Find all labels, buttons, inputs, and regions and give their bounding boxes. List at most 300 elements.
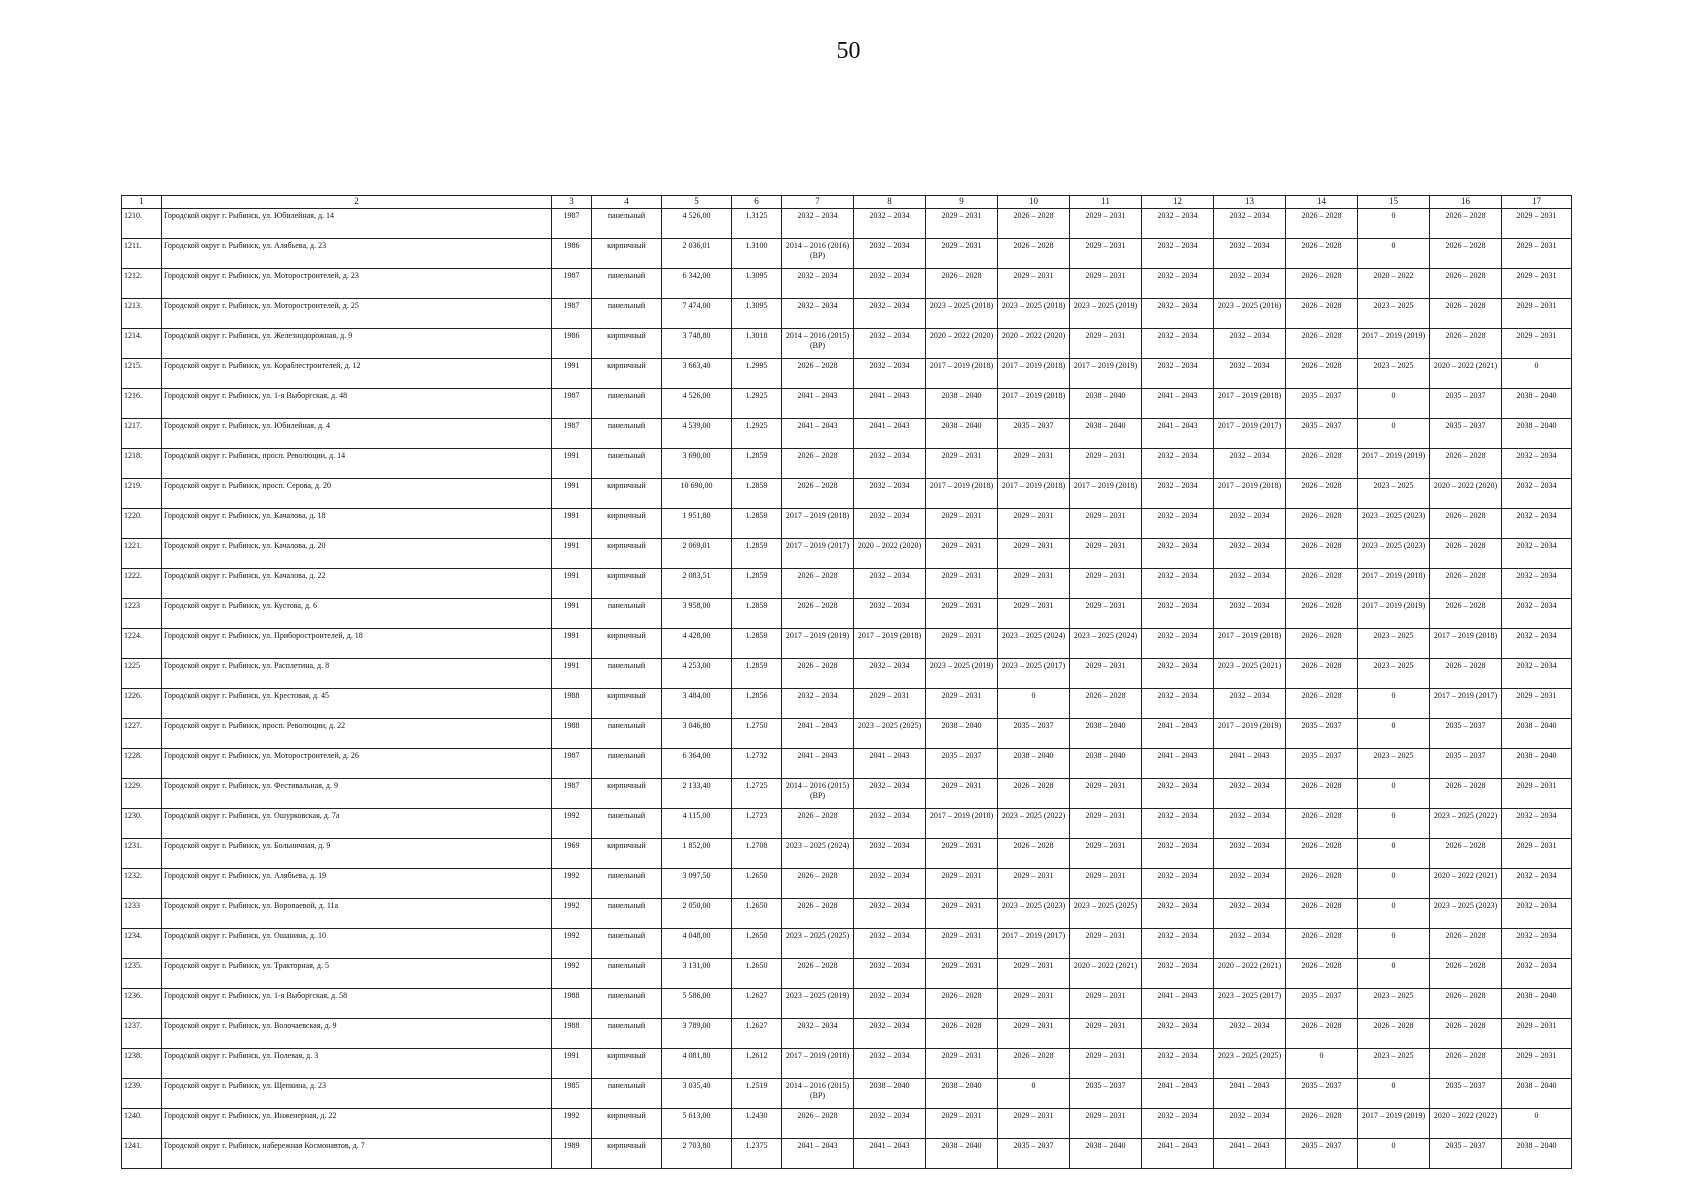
table-cell-col-7: 2026 – 2028: [782, 959, 854, 989]
table-cell-col-16: 2026 – 2028: [1430, 779, 1502, 809]
table-cell-col-1: 1240.: [122, 1109, 162, 1139]
table-cell-col-16: 2035 – 2037: [1430, 719, 1502, 749]
table-cell-col-16: 2026 – 2028: [1430, 599, 1502, 629]
table-cell-col-16: 2026 – 2028: [1430, 1049, 1502, 1079]
table-cell-col-1: 1210.: [122, 209, 162, 239]
table-cell-col-17: 2029 – 2031: [1502, 1019, 1572, 1049]
table-cell-col-12: 2032 – 2034: [1142, 659, 1214, 689]
table-cell-col-15: 2023 – 2025: [1358, 479, 1430, 509]
table-cell-col-4: кирпичный: [592, 629, 662, 659]
table-cell-col-14: 2035 – 2037: [1286, 989, 1358, 1019]
table-cell-col-12: 2032 – 2034: [1142, 569, 1214, 599]
table-cell-col-2: Городской округ г. Рыбинск, ул. Алябьева, д. 19: [162, 869, 552, 899]
table-cell-col-4: панельный: [592, 419, 662, 449]
column-header-9: 9: [926, 196, 998, 209]
table-cell-col-3: 1987: [552, 269, 592, 299]
column-header-15: 15: [1358, 196, 1430, 209]
table-cell-col-17: 2029 – 2031: [1502, 269, 1572, 299]
table-cell-col-6: 1.2708: [732, 839, 782, 869]
table-cell-col-12: 2041 – 2043: [1142, 749, 1214, 779]
table-cell-col-9: 2029 – 2031: [926, 569, 998, 599]
table-cell-col-10: 2017 – 2019 (2018): [998, 359, 1070, 389]
table-cell-col-14: 2026 – 2028: [1286, 599, 1358, 629]
table-cell-col-3: 1988: [552, 719, 592, 749]
table-cell-col-10: 2026 – 2028: [998, 839, 1070, 869]
table-cell-col-3: 1987: [552, 749, 592, 779]
table-cell-col-13: 2032 – 2034: [1214, 779, 1286, 809]
table-cell-col-4: кирпичный: [592, 479, 662, 509]
column-header-8: 8: [854, 196, 926, 209]
table-cell-col-7: 2026 – 2028: [782, 359, 854, 389]
table-cell-col-8: 2023 – 2025 (2025): [854, 719, 926, 749]
table-row: [122, 689, 1572, 719]
table-cell-col-5: 3 789,00: [662, 1019, 732, 1049]
column-header-14: 14: [1286, 196, 1358, 209]
table-cell-col-11: 2023 – 2025 (2025): [1070, 899, 1142, 929]
table-cell-col-16: 2026 – 2028: [1430, 839, 1502, 869]
table-cell-col-9: 2035 – 2037: [926, 749, 998, 779]
table-cell-col-13: 2032 – 2034: [1214, 839, 1286, 869]
table-cell-col-17: 2032 – 2034: [1502, 509, 1572, 539]
column-header-3: 3: [552, 196, 592, 209]
table-cell-col-3: 1985: [552, 1079, 592, 1109]
table-cell-col-17: 2032 – 2034: [1502, 479, 1572, 509]
table-cell-col-15: 0: [1358, 239, 1430, 269]
table-cell-col-11: 2026 – 2028: [1070, 689, 1142, 719]
table-row: [122, 389, 1572, 419]
table-cell-col-4: кирпичный: [592, 359, 662, 389]
table-cell-col-4: кирпичный: [592, 539, 662, 569]
table-cell-col-1: 1224.: [122, 629, 162, 659]
table-cell-col-7: 2026 – 2028: [782, 809, 854, 839]
table-cell-col-17: 2032 – 2034: [1502, 899, 1572, 929]
table-cell-col-1: 1231.: [122, 839, 162, 869]
table-cell-col-15: 0: [1358, 959, 1430, 989]
table-cell-col-12: 2032 – 2034: [1142, 929, 1214, 959]
table-cell-col-13: 2032 – 2034: [1214, 509, 1286, 539]
table-row: [122, 629, 1572, 659]
table-cell-col-10: 2026 – 2028: [998, 779, 1070, 809]
table-cell-col-2: Городской округ г. Рыбинск, ул. Качалова, д. 22: [162, 569, 552, 599]
table-cell-col-2: Городской округ г. Рыбинск, ул. Моторостроителей, д. 23: [162, 269, 552, 299]
table-cell-col-12: 2032 – 2034: [1142, 359, 1214, 389]
table-cell-col-11: 2020 – 2022 (2021): [1070, 959, 1142, 989]
table-cell-col-10: 2026 – 2028: [998, 239, 1070, 269]
table-row: [122, 749, 1572, 779]
table-cell-col-11: 2023 – 2025 (2019): [1070, 299, 1142, 329]
table-cell-col-8: 2041 – 2043: [854, 749, 926, 779]
table-cell-col-3: 1992: [552, 899, 592, 929]
table-row: [122, 659, 1572, 689]
table-cell-col-9: 2038 – 2040: [926, 1139, 998, 1169]
table-cell-col-12: 2041 – 2043: [1142, 989, 1214, 1019]
table-cell-col-9: 2029 – 2031: [926, 899, 998, 929]
table-cell-col-13: 2032 – 2034: [1214, 239, 1286, 269]
table-cell-col-9: 2023 – 2025 (2019): [926, 659, 998, 689]
table-cell-col-16: 2035 – 2037: [1430, 389, 1502, 419]
column-header-12: 12: [1142, 196, 1214, 209]
table-cell-col-11: 2035 – 2037: [1070, 1079, 1142, 1109]
table-cell-col-13: 2023 – 2025 (2016): [1214, 299, 1286, 329]
table-cell-col-1: 1213.: [122, 299, 162, 329]
table-cell-col-1: 1235.: [122, 959, 162, 989]
table-cell-col-13: 2023 – 2025 (2025): [1214, 1049, 1286, 1079]
table-cell-col-8: 2032 – 2034: [854, 779, 926, 809]
column-number-header-row: [122, 196, 1572, 209]
table-cell-col-11: 2029 – 2031: [1070, 539, 1142, 569]
table-cell-col-13: 2017 – 2019 (2017): [1214, 419, 1286, 449]
table-cell-col-14: 2026 – 2028: [1286, 689, 1358, 719]
column-header-17: 17: [1502, 196, 1572, 209]
table-cell-col-2: Городской округ г. Рыбинск, ул. Инженерная, д. 22: [162, 1109, 552, 1139]
table-cell-col-2: Городской округ г. Рыбинск, ул. Расплетина, д. 8: [162, 659, 552, 689]
table-cell-col-2: Городской округ г. Рыбинск, ул. Юбилейная, д. 14: [162, 209, 552, 239]
table-cell-col-13: 2032 – 2034: [1214, 689, 1286, 719]
table-cell-col-8: 2032 – 2034: [854, 269, 926, 299]
table-cell-col-5: 4 526,00: [662, 389, 732, 419]
table-cell-col-13: 2032 – 2034: [1214, 599, 1286, 629]
table-cell-col-2: Городской округ г. Рыбинск, ул. Кустова, д. 6: [162, 599, 552, 629]
table-cell-col-11: 2038 – 2040: [1070, 389, 1142, 419]
table-cell-col-14: 2026 – 2028: [1286, 809, 1358, 839]
table-cell-col-5: 3 958,00: [662, 599, 732, 629]
column-header-7: 7: [782, 196, 854, 209]
table-row: [122, 359, 1572, 389]
table-cell-col-8: 2032 – 2034: [854, 1109, 926, 1139]
table-cell-col-14: 2026 – 2028: [1286, 959, 1358, 989]
table-cell-col-12: 2032 – 2034: [1142, 449, 1214, 479]
table-cell-col-11: 2029 – 2031: [1070, 569, 1142, 599]
table-cell-col-8: 2032 – 2034: [854, 209, 926, 239]
table-cell-col-6: 1.2859: [732, 509, 782, 539]
table-cell-col-4: панельный: [592, 929, 662, 959]
table-cell-col-2: Городской округ г. Рыбинск, набережная Космонавтов, д. 7: [162, 1139, 552, 1169]
table-cell-col-15: 2017 – 2019 (2019): [1358, 449, 1430, 479]
table-cell-col-4: панельный: [592, 1019, 662, 1049]
table-cell-col-14: 2026 – 2028: [1286, 479, 1358, 509]
table-cell-col-5: 2 050,00: [662, 899, 732, 929]
table-cell-col-12: 2032 – 2034: [1142, 899, 1214, 929]
table-cell-col-11: 2029 – 2031: [1070, 839, 1142, 869]
table-cell-col-10: 2029 – 2031: [998, 869, 1070, 899]
table-cell-col-4: кирпичный: [592, 839, 662, 869]
table-cell-col-8: 2032 – 2034: [854, 329, 926, 359]
table-cell-col-7: 2017 – 2019 (2017): [782, 539, 854, 569]
table-row: [122, 1019, 1572, 1049]
table-cell-col-10: 2023 – 2025 (2023): [998, 899, 1070, 929]
table-cell-col-6: 1.3018: [732, 329, 782, 359]
table-cell-col-14: 2035 – 2037: [1286, 419, 1358, 449]
table-cell-col-1: 1211.: [122, 239, 162, 269]
table-cell-col-9: 2029 – 2031: [926, 839, 998, 869]
table-cell-col-9: 2038 – 2040: [926, 389, 998, 419]
table-cell-col-9: 2038 – 2040: [926, 419, 998, 449]
table-cell-col-9: 2026 – 2028: [926, 989, 998, 1019]
table-cell-col-2: Городской округ г. Рыбинск, ул. Ошурковская, д. 7а: [162, 809, 552, 839]
table-cell-col-16: 2017 – 2019 (2018): [1430, 629, 1502, 659]
table-cell-col-16: 2020 – 2022 (2020): [1430, 479, 1502, 509]
table-cell-col-6: 1.3100: [732, 239, 782, 269]
table-cell-col-2: Городской округ г. Рыбинск, ул. Железнодорожная, д. 9: [162, 329, 552, 359]
table-cell-col-15: 2023 – 2025: [1358, 629, 1430, 659]
table-cell-col-6: 1.2650: [732, 869, 782, 899]
table-row: [122, 569, 1572, 599]
table-cell-col-1: 1219.: [122, 479, 162, 509]
table-cell-col-14: 2026 – 2028: [1286, 209, 1358, 239]
table-row: [122, 269, 1572, 299]
table-cell-col-5: 4 115,00: [662, 809, 732, 839]
table-cell-col-12: 2032 – 2034: [1142, 809, 1214, 839]
table-cell-col-2: Городской округ г. Рыбинск, просп. Революции, д. 14: [162, 449, 552, 479]
table-cell-col-10: 0: [998, 689, 1070, 719]
table-cell-col-9: 2038 – 2040: [926, 719, 998, 749]
table-cell-col-2: Городской округ г. Рыбинск, ул. Приборостроителей, д. 18: [162, 629, 552, 659]
table-cell-col-3: 1991: [552, 509, 592, 539]
table-cell-col-10: 2023 – 2025 (2024): [998, 629, 1070, 659]
table-cell-col-17: 2032 – 2034: [1502, 659, 1572, 689]
table-cell-col-9: 2029 – 2031: [926, 509, 998, 539]
column-header-10: 10: [998, 196, 1070, 209]
table-cell-col-11: 2029 – 2031: [1070, 989, 1142, 1019]
table-cell-col-1: 1218.: [122, 449, 162, 479]
table-cell-col-6: 1.3125: [732, 209, 782, 239]
table-cell-col-10: 2029 – 2031: [998, 1109, 1070, 1139]
table-cell-col-4: кирпичный: [592, 689, 662, 719]
table-cell-col-5: 2 133,40: [662, 779, 732, 809]
table-row: [122, 479, 1572, 509]
table-cell-col-4: кирпичный: [592, 779, 662, 809]
table-cell-col-13: 2032 – 2034: [1214, 329, 1286, 359]
table-cell-col-7: 2023 – 2025 (2024): [782, 839, 854, 869]
table-cell-col-13: 2020 – 2022 (2021): [1214, 959, 1286, 989]
table-cell-col-5: 5 586,00: [662, 989, 732, 1019]
table-cell-col-3: 1991: [552, 659, 592, 689]
table-cell-col-7: 2026 – 2028: [782, 479, 854, 509]
table-cell-col-17: 0: [1502, 1109, 1572, 1139]
table-cell-col-17: 2029 – 2031: [1502, 779, 1572, 809]
table-cell-col-12: 2041 – 2043: [1142, 1079, 1214, 1109]
table-cell-col-10: 2029 – 2031: [998, 1019, 1070, 1049]
table-cell-col-2: Городской округ г. Рыбинск, ул. Ошанина, д. 10: [162, 929, 552, 959]
table-row: [122, 1109, 1572, 1139]
table-cell-col-2: Городской округ г. Рыбинск, ул. Волочаевская, д. 9: [162, 1019, 552, 1049]
table-cell-col-5: 7 474,00: [662, 299, 732, 329]
table-cell-col-17: 2029 – 2031: [1502, 209, 1572, 239]
table-cell-col-5: 10 690,00: [662, 479, 732, 509]
table-cell-col-6: 1.2859: [732, 599, 782, 629]
table-cell-col-7: 2014 – 2016 (2015) (ВР): [782, 779, 854, 809]
table-cell-col-16: 2026 – 2028: [1430, 989, 1502, 1019]
table-cell-col-16: 2020 – 2022 (2021): [1430, 869, 1502, 899]
column-header-2: 2: [162, 196, 552, 209]
table-cell-col-6: 1.2732: [732, 749, 782, 779]
table-cell-col-10: 2029 – 2031: [998, 959, 1070, 989]
table-cell-col-16: 2026 – 2028: [1430, 329, 1502, 359]
table-cell-col-1: 1241.: [122, 1139, 162, 1169]
table-cell-col-15: 2017 – 2019 (2019): [1358, 1109, 1430, 1139]
table-cell-col-10: 2023 – 2025 (2022): [998, 809, 1070, 839]
table-cell-col-11: 2023 – 2025 (2024): [1070, 629, 1142, 659]
table-cell-col-5: 3 484,00: [662, 689, 732, 719]
table-cell-col-11: 2029 – 2031: [1070, 329, 1142, 359]
table-cell-col-7: 2023 – 2025 (2019): [782, 989, 854, 1019]
table-cell-col-2: Городской округ г. Рыбинск, ул. Тракторная, д. 5: [162, 959, 552, 989]
table-cell-col-7: 2032 – 2034: [782, 689, 854, 719]
table-cell-col-15: 0: [1358, 779, 1430, 809]
column-header-13: 13: [1214, 196, 1286, 209]
table-cell-col-14: 2035 – 2037: [1286, 749, 1358, 779]
table-row: [122, 209, 1572, 239]
table-cell-col-1: 1217.: [122, 419, 162, 449]
table-cell-col-7: 2032 – 2034: [782, 299, 854, 329]
table-cell-col-14: 2026 – 2028: [1286, 1019, 1358, 1049]
table-cell-col-9: 2029 – 2031: [926, 1049, 998, 1079]
table-cell-col-7: 2026 – 2028: [782, 1109, 854, 1139]
table-cell-col-10: 2029 – 2031: [998, 269, 1070, 299]
table-cell-col-15: 0: [1358, 719, 1430, 749]
table-cell-col-2: Городской округ г. Рыбинск, ул. Юбилейная, д. 4: [162, 419, 552, 449]
table-cell-col-7: 2026 – 2028: [782, 899, 854, 929]
table-cell-col-3: 1989: [552, 1139, 592, 1169]
column-header-6: 6: [732, 196, 782, 209]
table-cell-col-4: панельный: [592, 809, 662, 839]
table-cell-col-15: 2026 – 2028: [1358, 1019, 1430, 1049]
table-cell-col-2: Городской округ г. Рыбинск, ул. Качалова, д. 20: [162, 539, 552, 569]
table-cell-col-11: 2029 – 2031: [1070, 599, 1142, 629]
table-cell-col-6: 1.2859: [732, 659, 782, 689]
table-cell-col-6: 1.2650: [732, 959, 782, 989]
table-cell-col-6: 1.2750: [732, 719, 782, 749]
table-cell-col-6: 1.3095: [732, 269, 782, 299]
table-cell-col-17: 0: [1502, 359, 1572, 389]
table-cell-col-8: 2020 – 2022 (2020): [854, 539, 926, 569]
table-cell-col-9: 2026 – 2028: [926, 1019, 998, 1049]
table-cell-col-9: 2029 – 2031: [926, 209, 998, 239]
table-row: [122, 1049, 1572, 1079]
table-cell-col-2: Городской округ г. Рыбинск, ул. 1-я Выборгская, д. 58: [162, 989, 552, 1019]
table-cell-col-13: 2017 – 2019 (2019): [1214, 719, 1286, 749]
table-cell-col-1: 1215.: [122, 359, 162, 389]
table-cell-col-2: Городской округ г. Рыбинск, ул. Моторостроителей, д. 26: [162, 749, 552, 779]
table-cell-col-1: 1237.: [122, 1019, 162, 1049]
table-cell-col-4: панельный: [592, 959, 662, 989]
table-cell-col-5: 6 364,00: [662, 749, 732, 779]
table-cell-col-15: 2023 – 2025: [1358, 749, 1430, 779]
table-cell-col-7: 2041 – 2043: [782, 749, 854, 779]
table-cell-col-11: 2029 – 2031: [1070, 779, 1142, 809]
table-cell-col-7: 2026 – 2028: [782, 659, 854, 689]
table-cell-col-8: 2032 – 2034: [854, 239, 926, 269]
table-cell-col-16: 2026 – 2028: [1430, 659, 1502, 689]
table-cell-col-11: 2029 – 2031: [1070, 869, 1142, 899]
table-cell-col-1: 1239.: [122, 1079, 162, 1109]
table-cell-col-1: 1225: [122, 659, 162, 689]
table-cell-col-15: 2020 – 2022: [1358, 269, 1430, 299]
table-cell-col-5: 2 703,80: [662, 1139, 732, 1169]
table-cell-col-8: 2041 – 2043: [854, 389, 926, 419]
table-cell-col-13: 2032 – 2034: [1214, 569, 1286, 599]
table-cell-col-7: 2017 – 2019 (2019): [782, 629, 854, 659]
table-cell-col-13: 2032 – 2034: [1214, 869, 1286, 899]
table-cell-col-2: Городской округ г. Рыбинск, ул. Моторостроителей, д. 25: [162, 299, 552, 329]
table-cell-col-16: 2026 – 2028: [1430, 539, 1502, 569]
table-cell-col-5: 2 069,01: [662, 539, 732, 569]
table-cell-col-8: 2032 – 2034: [854, 989, 926, 1019]
table-cell-col-3: 1991: [552, 449, 592, 479]
table-cell-col-10: 2035 – 2037: [998, 719, 1070, 749]
table-cell-col-17: 2029 – 2031: [1502, 689, 1572, 719]
table-cell-col-4: панельный: [592, 599, 662, 629]
table-cell-col-1: 1223: [122, 599, 162, 629]
table-cell-col-8: 2032 – 2034: [854, 299, 926, 329]
table-cell-col-12: 2032 – 2034: [1142, 599, 1214, 629]
table-cell-col-9: 2029 – 2031: [926, 239, 998, 269]
table-cell-col-7: 2032 – 2034: [782, 1019, 854, 1049]
table-cell-col-11: 2029 – 2031: [1070, 1049, 1142, 1079]
table-row: [122, 869, 1572, 899]
table-cell-col-8: 2032 – 2034: [854, 569, 926, 599]
table-cell-col-14: 2026 – 2028: [1286, 299, 1358, 329]
table-cell-col-3: 1991: [552, 539, 592, 569]
table-cell-col-9: 2029 – 2031: [926, 449, 998, 479]
table-cell-col-3: 1992: [552, 959, 592, 989]
table-cell-col-15: 0: [1358, 929, 1430, 959]
column-header-11: 11: [1070, 196, 1142, 209]
table-cell-col-2: Городской округ г. Рыбинск, просп. Революции, д. 22: [162, 719, 552, 749]
table-cell-col-11: 2029 – 2031: [1070, 209, 1142, 239]
table-cell-col-5: 4 253,00: [662, 659, 732, 689]
table-cell-col-13: 2032 – 2034: [1214, 929, 1286, 959]
table-cell-col-13: 2032 – 2034: [1214, 1109, 1286, 1139]
table-cell-col-6: 1.2650: [732, 929, 782, 959]
table-cell-col-15: 2023 – 2025 (2023): [1358, 509, 1430, 539]
table-cell-col-7: 2014 – 2016 (2015) (ВР): [782, 329, 854, 359]
table-cell-col-14: 2026 – 2028: [1286, 839, 1358, 869]
table-cell-col-12: 2032 – 2034: [1142, 1019, 1214, 1049]
table-cell-col-12: 2032 – 2034: [1142, 479, 1214, 509]
table-cell-col-12: 2032 – 2034: [1142, 869, 1214, 899]
table-cell-col-12: 2041 – 2043: [1142, 1139, 1214, 1169]
table-cell-col-11: 2029 – 2031: [1070, 1109, 1142, 1139]
table-cell-col-5: 2 036,01: [662, 239, 732, 269]
table-cell-col-7: 2026 – 2028: [782, 869, 854, 899]
table-cell-col-15: 0: [1358, 389, 1430, 419]
table-cell-col-8: 2032 – 2034: [854, 479, 926, 509]
table-cell-col-3: 1987: [552, 299, 592, 329]
table-cell-col-5: 4 526,00: [662, 209, 732, 239]
table-cell-col-8: 2032 – 2034: [854, 599, 926, 629]
table-cell-col-8: 2038 – 2040: [854, 1079, 926, 1109]
table-cell-col-3: 1991: [552, 629, 592, 659]
table-cell-col-7: 2023 – 2025 (2025): [782, 929, 854, 959]
table-cell-col-9: 2029 – 2031: [926, 929, 998, 959]
table-cell-col-7: 2017 – 2019 (2018): [782, 1049, 854, 1079]
table-cell-col-3: 1992: [552, 929, 592, 959]
table-cell-col-5: 6 342,00: [662, 269, 732, 299]
table-cell-col-15: 0: [1358, 1079, 1430, 1109]
table-cell-col-2: Городской округ г. Рыбинск, ул. Качалова, д. 18: [162, 509, 552, 539]
table-cell-col-11: 2029 – 2031: [1070, 269, 1142, 299]
table-cell-col-8: 2032 – 2034: [854, 809, 926, 839]
table-cell-col-1: 1232.: [122, 869, 162, 899]
table-cell-col-13: 2032 – 2034: [1214, 539, 1286, 569]
table-cell-col-2: Городской округ г. Рыбинск, ул. Воропаевой, д. 11а: [162, 899, 552, 929]
table-cell-col-3: 1987: [552, 419, 592, 449]
table-cell-col-7: 2026 – 2028: [782, 569, 854, 599]
table-cell-col-1: 1238.: [122, 1049, 162, 1079]
table-cell-col-12: 2032 – 2034: [1142, 539, 1214, 569]
table-cell-col-14: 2026 – 2028: [1286, 449, 1358, 479]
